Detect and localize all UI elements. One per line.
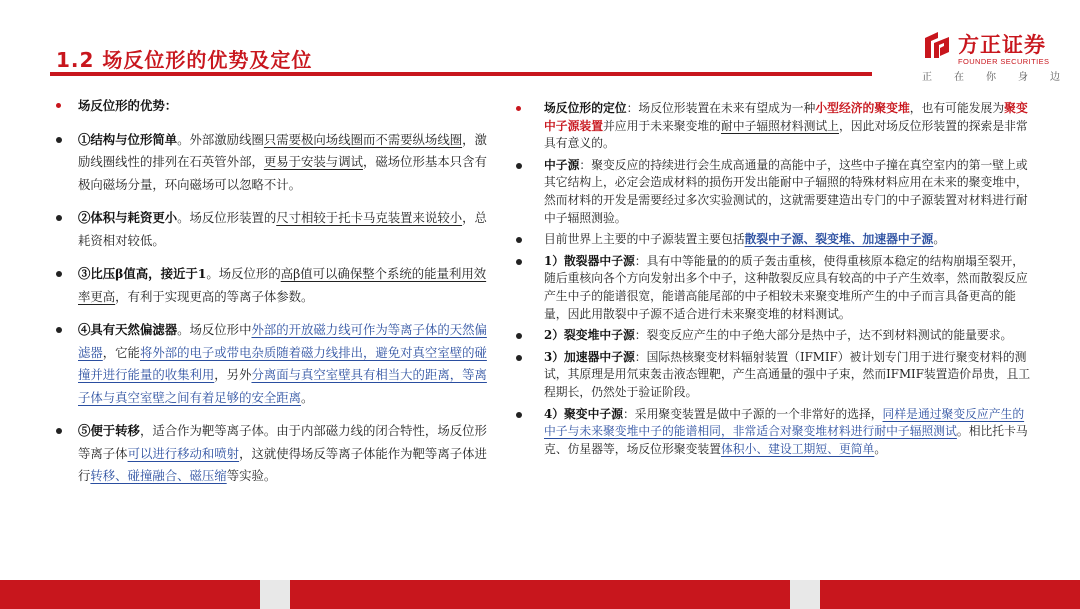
bullet-icon: [516, 333, 522, 339]
footer-bar: [0, 580, 1080, 609]
item-title: 4）聚变中子源: [544, 406, 623, 421]
highlight-text: 尺寸相较于托卡马克装置来说较小: [276, 210, 463, 225]
founder-logo-icon: [922, 30, 952, 60]
text: 。相比托卡马克、仿星器等，场反位形聚变装置: [544, 424, 1028, 456]
highlight-text: 分离面与真空室壁具有相当大的距离，等离子体与真空室壁之间有着足够的安全距离: [78, 367, 487, 405]
item-title: 中子源: [544, 157, 580, 172]
slogan-char: 边: [1050, 72, 1060, 83]
text: 。: [933, 232, 946, 247]
slogan-char: 正: [922, 72, 932, 83]
positioning-item: [510, 100, 1035, 153]
item-title: 2）裂变堆中子源: [544, 328, 635, 343]
highlight-text: 耐中子辐照材料测试上: [720, 118, 839, 133]
text: ，磁场位形基本只含有极向磁场分量，环向磁场可以忽略不计。: [78, 154, 487, 192]
text: ，总耗资相对较低。: [78, 210, 487, 248]
section-heading: 场反位形的优势：: [78, 98, 178, 113]
bullet-icon: [516, 237, 522, 243]
highlight-text: 高β值可以确保整个系统的能量利用效率更高: [78, 266, 487, 304]
text: ：国际热核聚变材料辐射装置（IFMIF）被计划专门用于进行聚变材料的测试，其原理是用氘束轰击液态锂靶，产生高通量的强中子束，然而IFMIF装置造价昂贵，且工程期长，仍然处于验证阶段。: [544, 349, 1031, 399]
highlight-text: 可以进行移动和喷射: [127, 445, 240, 461]
advantage-title: ②体积与耗资更小: [78, 210, 178, 225]
highlight-text: 将外部的电子或带电杂质随着磁力线排出，避免对真空室壁的碰撞并进行能量的收集利用: [78, 344, 487, 382]
footer-segment: [260, 580, 290, 609]
item-title: 场反位形的定位: [544, 101, 627, 115]
text: 。场反位形的: [206, 266, 281, 281]
footer-segment: [790, 580, 820, 609]
slogan-char: 身: [1018, 72, 1028, 83]
text: ，另外: [214, 367, 252, 382]
advantage-title: ③比压β值高，接近于1: [78, 266, 207, 281]
bullet-icon: [516, 412, 522, 418]
advantage-title: ①结构与位形简单: [78, 131, 178, 147]
text: ：裂变反应产生的中子绝大部分是热中子，达不到材料测试的能量要求。: [634, 328, 1013, 343]
text: ，它能: [102, 344, 140, 360]
footer-segment: [290, 580, 790, 609]
bullet-icon: [56, 327, 62, 333]
bullet-icon: [516, 355, 522, 361]
advantage-item: [56, 420, 496, 488]
positioning-item: [510, 327, 1035, 345]
emphasis-text: 小型经济的聚变堆: [815, 101, 910, 115]
text: 。场反位形中: [177, 322, 252, 337]
advantage-item: [56, 263, 496, 308]
highlight-text: 更易于安装与调试: [263, 154, 363, 169]
bullet-icon: [56, 137, 62, 143]
text: 。外部激励线圈: [177, 131, 264, 147]
advantage-item: [56, 129, 496, 197]
text: 。: [301, 389, 314, 405]
highlight-text: 外部的开放磁力线可作为等离子体的天然偏滤器: [78, 322, 487, 360]
highlight-text: 转移、碰撞融合、磁压缩: [90, 468, 227, 483]
positioning-item: [510, 253, 1035, 323]
bullet-icon: [56, 428, 62, 434]
positioning-item: [510, 349, 1035, 402]
highlight-text: 散裂中子源、裂变堆、加速器中子源: [744, 232, 934, 247]
text: ，激励线圈线性的排列在石英管外部，: [78, 131, 487, 169]
logo-text-en: FOUNDER SECURITIES: [958, 57, 1050, 66]
advantage-item: [56, 207, 496, 252]
bullet-icon: [56, 271, 62, 277]
item-title: 3）加速器中子源: [544, 349, 635, 364]
advantage-title: ④具有天然偏滤器: [78, 322, 178, 337]
highlight-text: 体积小、建设工期短、更简单: [720, 441, 875, 456]
highlight-text: 同样是通过聚变反应产生的中子与未来聚变堆中子的能谱相同，非常适合对聚变堆材料进行耐中子辐照测试: [544, 406, 1025, 439]
bullet-icon: [516, 163, 522, 169]
positioning-item: [510, 231, 1035, 249]
page-title: 1.2 场反位形的优势及定位: [56, 48, 313, 72]
text: ，这就使得场反等离子体能作为靶等离子体进行: [78, 445, 487, 483]
text: 。场反位形装置的: [177, 210, 277, 225]
bullet-icon: [516, 259, 522, 265]
item-title: 1）散裂器中子源: [544, 253, 635, 268]
text: ，适合作为靶等离子体。由于内部磁力线的闭合特性，场反位形等离子体: [78, 423, 487, 461]
text: 。: [874, 441, 887, 456]
bullet-icon: [56, 103, 61, 108]
logo-text-cn: 方正证券: [958, 33, 1046, 57]
text: ，有利于实现更高的等离子体参数。: [115, 288, 314, 304]
slogan: [922, 68, 1060, 83]
positioning-item: [510, 157, 1035, 227]
slogan-char: 你: [986, 72, 996, 83]
text: ：采用聚变装置是做中子源的一个非常好的选择，: [623, 406, 883, 421]
header-divider: [50, 72, 872, 76]
text: 并应用于未来聚变堆的: [603, 118, 721, 133]
advantage-title: ⑤便于转移: [78, 423, 140, 438]
advantage-item: [56, 319, 496, 409]
left-heading: [56, 95, 496, 118]
text: 等实验。: [226, 468, 277, 483]
text: ：场反位形装置在未来有望成为一种: [626, 101, 816, 115]
text: ，因此对场反位形装置的探索是非常具有意义的。: [544, 118, 1028, 151]
text: ，也有可能发展为: [909, 101, 1005, 115]
bullet-icon: [516, 106, 521, 111]
text: 目前世界上主要的中子源装置主要包括: [544, 232, 745, 247]
text: ：具有中等能量的的质子轰击重核，使得重核原本稳定的结构崩塌至裂开，随后重核向各个方向发射出多个中子，这种散裂反应具有较高的中子产生效率，然而散裂反应产生中子的能谱很宽，能谱高能尾部的中子相较未来聚变堆所产生的中子而言具备更高的能量，因此用散裂中子源不适合进行未来聚变堆的材料测试。: [544, 253, 1028, 321]
highlight-text: 只需要极向场线圈而不需要纵场线圈: [263, 131, 463, 147]
bullet-icon: [56, 215, 62, 221]
positioning-item: [510, 406, 1035, 459]
slogan-char: 在: [954, 72, 964, 83]
emphasis-text: 聚变中子源装置: [544, 101, 1028, 133]
right-column: [510, 100, 1035, 462]
footer-segment: [820, 580, 1080, 609]
left-column: [56, 95, 496, 499]
text: ：聚变反应的持续进行会生成高通量的高能中子，这些中子撞在真空室内的第一壁上或其它结构上，必定会造成材料的损伤开发出能耐中子辐照的特殊材料应用在未来的聚变堆中，然而材料的开发是需要经过多次实验测试的，这就需要建造出专门的中子源装置对材料进行耐中子辐照测验。: [544, 157, 1028, 225]
footer-segment: [0, 580, 260, 609]
